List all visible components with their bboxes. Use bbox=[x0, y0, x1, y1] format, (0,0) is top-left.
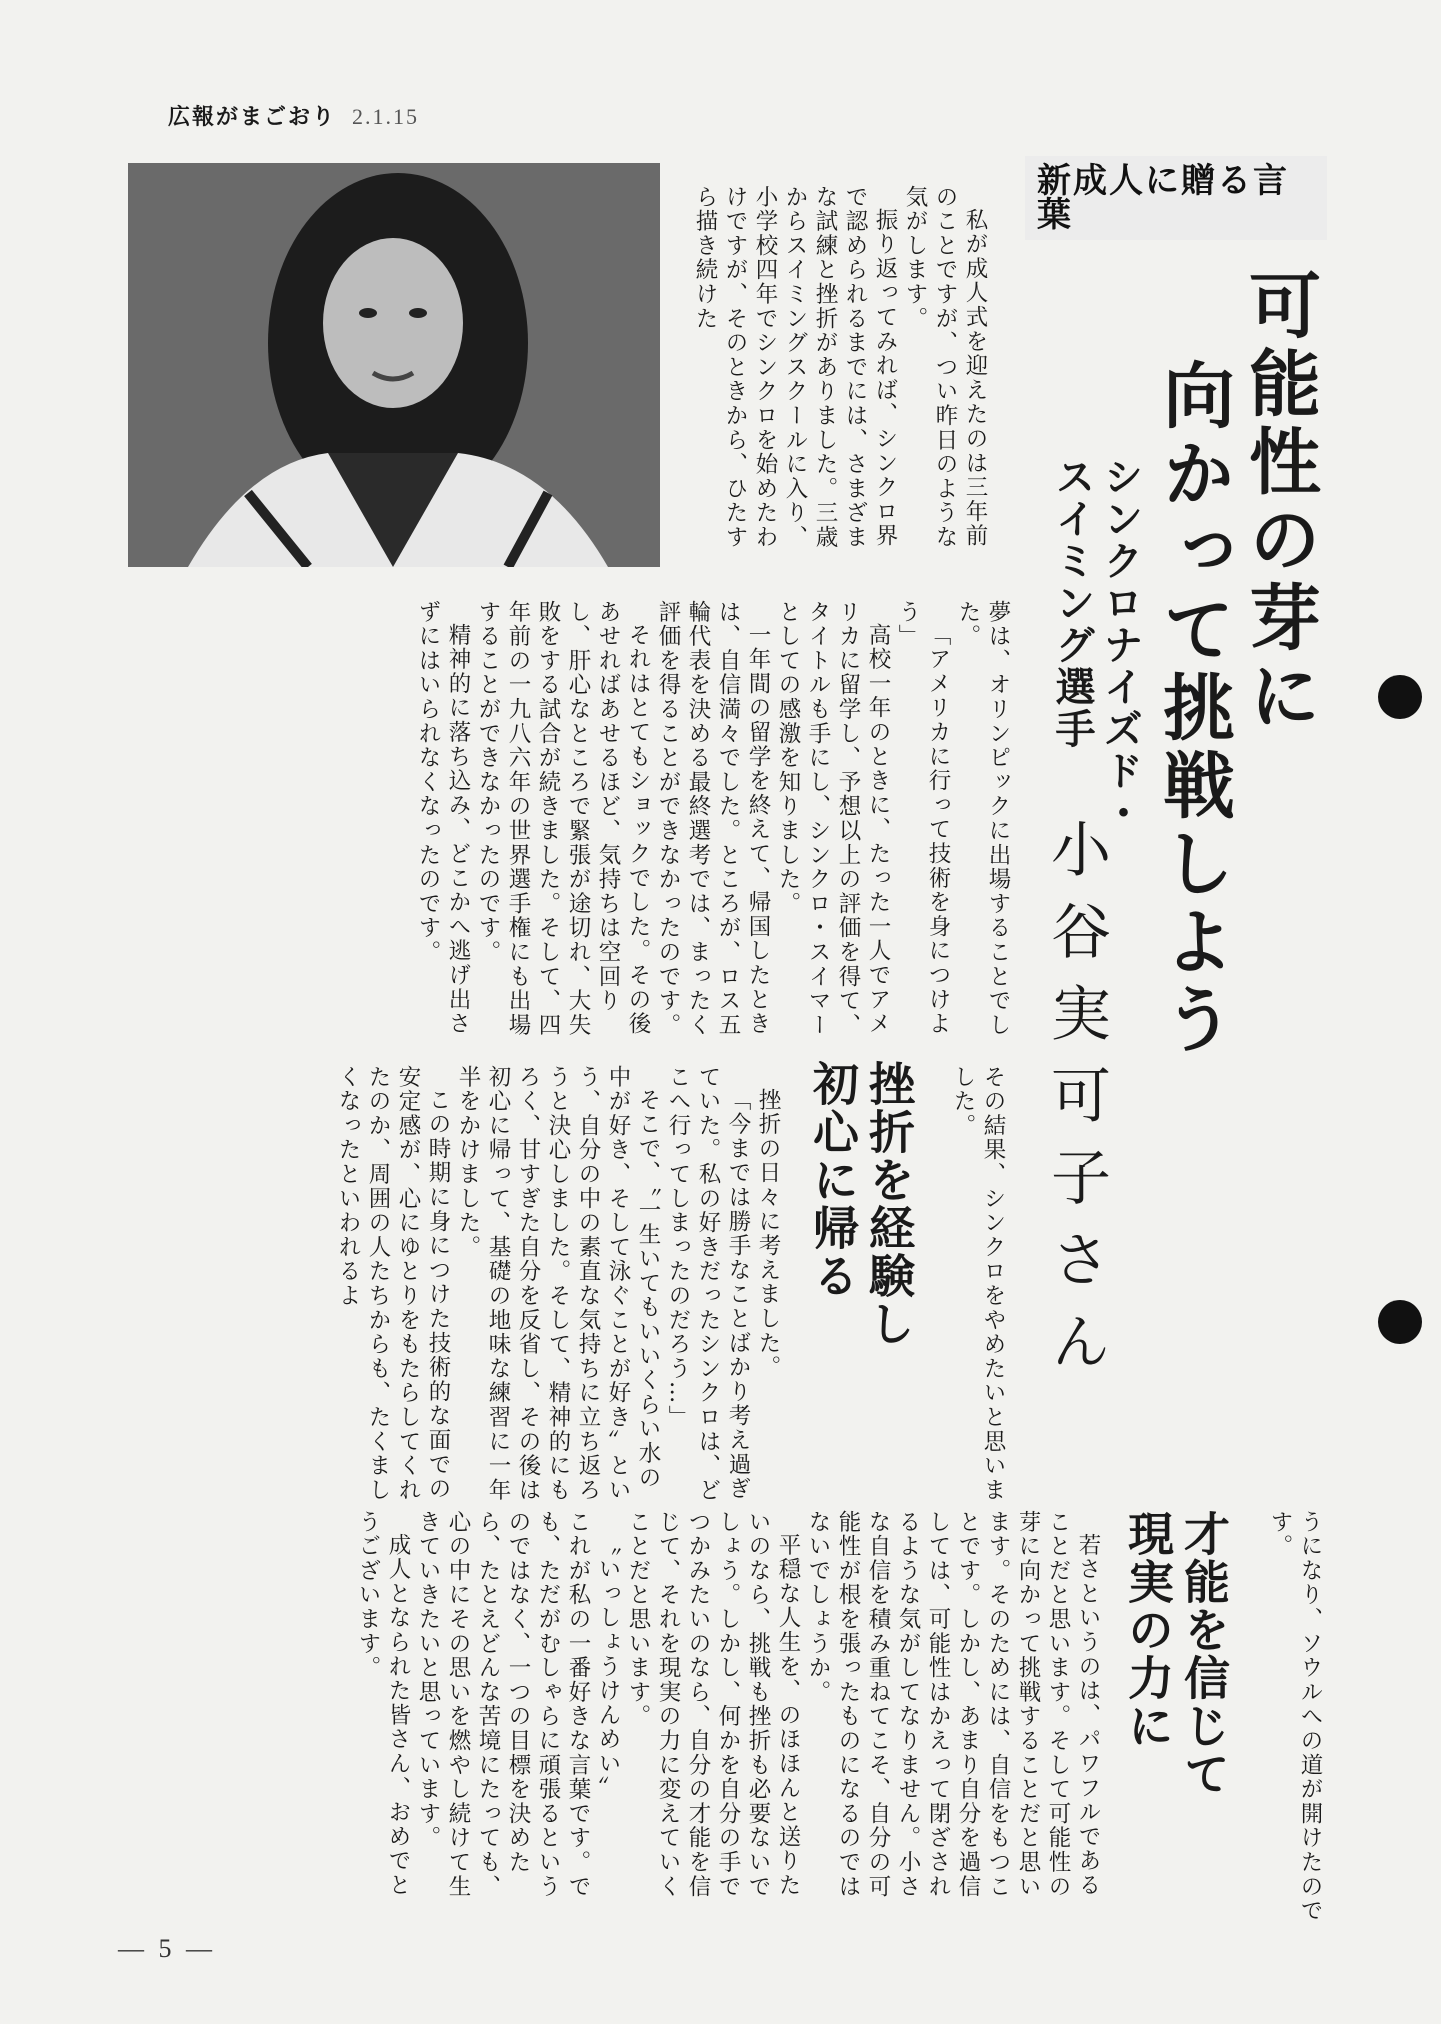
heading-talent: 才能を信じて 現実の力に bbox=[1121, 1510, 1231, 1798]
page-number: — 5 — bbox=[118, 1934, 216, 1963]
binding-hole-top bbox=[1378, 675, 1422, 719]
body-column-2: 夢は、オリンピックに出場することでした。 「アメリカに行って技術を身につけよう」 高校一年のときに、たった一人でアメリカに留学し、予想以上の評価を得て、タイトルも手にし、シンクロ・スイマーとしての感激を知りました。 一年間の留学を終えて、帰国したときは、自信満々でした。ところが、ロス五輪代表を決める最終選考では、まったく評価を得ることができなかったのです。 それはとてもショックでした。その後あせればあせるほど、気持ちは空回りし、肝心なところで緊張が途切れ、大失敗をする試合が続きました。そして、四年前の一九八六年の世界選手権にも出場することができなかったのです。 精神的に落ち込み、どこかへ逃げ出さずにはいられなくなったのです。 bbox=[415, 600, 1011, 1038]
body-column-1: 私が成人式を迎えたのは三年前のことですが、つい昨日のような気がします。 振り返ってみれば、シンクロ界で認められるまでには、さまざまな試練と挫折がありました。三歳からスイミングスクールに入り、小学校四年でシンクロを始めたわけですが、そのときから、ひたすら描き続けた bbox=[692, 185, 988, 550]
publication-name: 広報がまごおり bbox=[168, 105, 337, 130]
body-column-4: 挫折の日々に考えました。 「今までは勝手なことばかり考え過ぎていた。私の好きだったシンクロは、どこへ行ってしまったのだろう…」 そこで、〝一生いてもいいくらい水の中が好き、そして泳ぐことが好き〟という、自分の中の素直な気持ちに立ち返ろうと決心しました。そして、精神的にもろく、甘すぎた自分を反省し、その後は初心に帰って、基礎の地味な練習に一年半をかけました。 この時期に身につけた技術的な面での安定感が、心にゆとりをもたらしてくれたのか、周囲の人たちからも、たくましくなったといわれるよ bbox=[335, 1065, 781, 1503]
article-title bbox=[1150, 268, 1322, 1088]
section-tag: 新成人に贈る言葉 bbox=[1025, 163, 1327, 233]
body-column-5: うになり、ソウルへの道が開けたのです。 bbox=[1267, 1510, 1323, 1924]
portrait-photo bbox=[128, 163, 660, 567]
page-header bbox=[168, 100, 419, 131]
issue-date: 2.1.15 bbox=[352, 104, 420, 129]
body-column-3: その結果、シンクロをやめたいと思いました。 bbox=[950, 1065, 1006, 1503]
subject-name: 小谷実可子さん bbox=[1041, 818, 1111, 1392]
title-line-1: 可能性の芽に bbox=[1237, 268, 1321, 736]
binding-hole-bottom bbox=[1378, 1300, 1422, 1344]
body-column-6: 若さというのは、パワフルであることだと思います。そして可能性の芽に向かって挑戦することだと思います。そのためには、自信をもつことです。しかし、あまり自分を過信しては、可能性はかえって閉ざされるような気がしてなりません。小さな自信を積み重ねてこそ、自分の可能性が根を張ったものになるのではないでしょうか。 平穏な人生を、のほほんと送りたいのなら、挑戦も挫折も必要ないでしょう。しかし、何かを自分の手でつかみたいのなら、自分の才能を信じて、それを現実の力に変えていくことだと思います。 〝いっしょうけんめい〟 これが私の一番好きな言葉です。でも、ただがむしゃらに頑張るというのではなく、一つの目標を決めたら、たとえどんな苦境にたっても、心の中にその思いを燃やし続けて生きていきたいと思っています。 成人となられた皆さん、おめでとうございます。 bbox=[355, 1510, 1101, 1899]
subject-role: シンクロナイズド・ スイミング選手 bbox=[1049, 456, 1143, 834]
heading-setback: 挫折を経験し 初心に帰る bbox=[806, 1060, 916, 1348]
title-line-2: 向かって挑戦しよう bbox=[1151, 358, 1235, 1060]
